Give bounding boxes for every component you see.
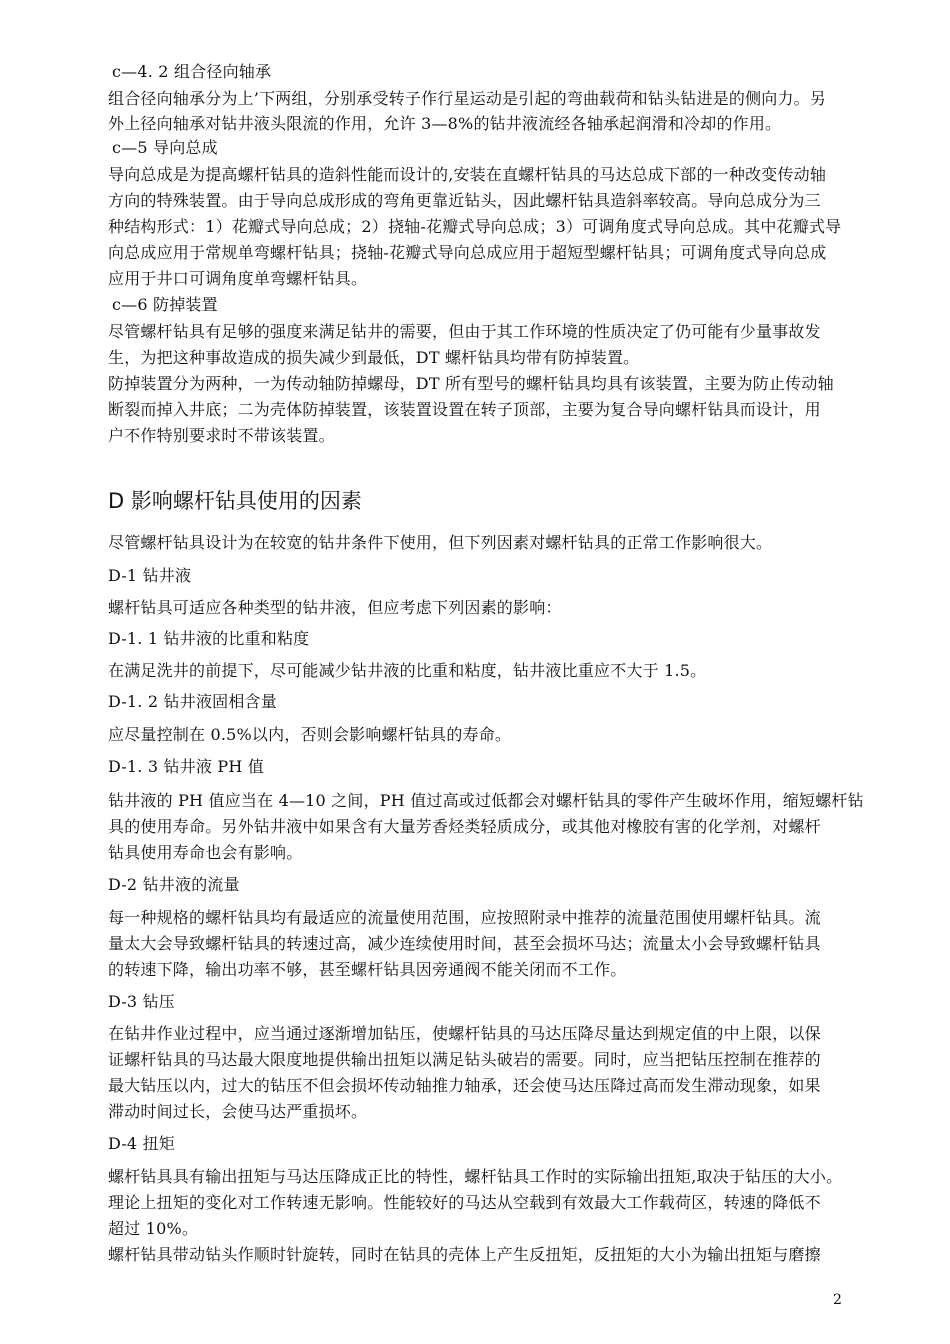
paragraph-line: 外上径向轴承对钻井液头限流的作用，允许 3—8%的钻井液流经各轴承起润滑和冷却的作用。 <box>108 114 782 133</box>
heading-c6: c—6 防掉装置 <box>112 295 218 314</box>
heading-c5: c—5 导向总成 <box>112 138 218 157</box>
paragraph-line: 具的使用寿命。另外钻井液中如果含有大量芳香烃类轻质成分，或其他对橡胶有害的化学剂，对螺杆 <box>108 817 821 836</box>
paragraph-line: 组合径向轴承分为上’下两组，分别承受转子作行星运动是引起的弯曲载荷和钻头钻进是的侧向力。另 <box>108 89 827 108</box>
heading-c4-2: c—4. 2 组合径向轴承 <box>112 62 272 81</box>
paragraph-line: 方向的特殊装置。由于导向总成形成的弯角更靠近钻头，因此螺杆钻具造斜率较高。导向总成分为三 <box>108 191 821 210</box>
paragraph-line: 导向总成是为提高螺杆钻具的造斜性能而设计的,安装在直螺杆钻具的马达总成下部的一种改变传动轴 <box>108 165 827 184</box>
paragraph-line: 在钻井作业过程中，应当通过逐渐增加钻压，使螺杆钻具的马达压降尽量达到规定值的中上限，以保 <box>108 1024 821 1043</box>
paragraph-line: 的转速下降，输出功率不够，甚至螺杆钻具因旁通阀不能关闭而不工作。 <box>108 960 627 979</box>
paragraph-line: 滞动时间过长，会使马达严重损坏。 <box>108 1102 368 1121</box>
heading-d4: D-4 扭矩 <box>108 1134 175 1153</box>
paragraph-line: 在满足洗井的前提下，尽可能减少钻井液的比重和粘度，钻井液比重应不大于 1.5。 <box>108 661 707 680</box>
paragraph-line: 向总成应用于常规单弯螺杆钻具；挠轴-花瓣式导向总成应用于超短型螺杆钻具；可调角度式导向总成 <box>108 243 827 262</box>
paragraph-line: 螺杆钻具可适应各种类型的钻井液，但应考虑下列因素的影响： <box>108 598 562 617</box>
paragraph-line: 防掉装置分为两种，一为传动轴防掉螺母，DT 所有型号的螺杆钻具均具有该装置，主要为防止传动轴 <box>108 374 834 393</box>
paragraph-line: 断裂而掉入井底；二为壳体防掉装置，该装置设置在转子顶部，主要为复合导向螺杆钻具而设计，用 <box>108 400 821 419</box>
page-number: 2 <box>833 1292 842 1308</box>
paragraph-line: 最大钻压以内，过大的钻压不但会损坏传动轴推力轴承，还会使马达压降过高而发生滞动现象，如果 <box>108 1076 821 1095</box>
paragraph-line: 钻具使用寿命也会有影响。 <box>108 843 303 862</box>
paragraph-line: 螺杆钻具具有输出扭矩与马达压降成正比的特性，螺杆钻具工作时的实际输出扭矩,取决于钻压的大小。 <box>108 1167 843 1186</box>
heading-d2: D-2 钻井液的流量 <box>108 875 240 894</box>
heading-d1-1: D-1. 1 钻井液的比重和粘度 <box>108 629 310 648</box>
section-d-title: D 影响螺杆钻具使用的因素 <box>108 489 362 513</box>
paragraph-line: 超过 10%。 <box>108 1219 199 1238</box>
heading-d1-3: D-1. 3 钻井液 PH 值 <box>108 757 265 776</box>
paragraph-line: 应用于井口可调角度单弯螺杆钻具。 <box>108 269 368 288</box>
heading-d1: D-1 钻井液 <box>108 566 192 585</box>
paragraph-line: 钻井液的 PH 值应当在 4—10 之间，PH 值过高或过低都会对螺杆钻具的零件产生破坏作用，缩短螺杆钻 <box>108 791 864 810</box>
paragraph-line: 应尽量控制在 0.5%以内，否则会影响螺杆钻具的寿命。 <box>108 725 512 744</box>
paragraph-line: 生，为把这种事故造成的损失减少到最低，DT 螺杆钻具均带有防掉装置。 <box>108 348 640 367</box>
paragraph-line: 证螺杆钻具的马达最大限度地提供输出扭矩以满足钻头破岩的需要。同时，应当把钻压控制在推荐的 <box>108 1050 821 1069</box>
section-d-intro: 尽管螺杆钻具设计为在较宽的钻井条件下使用，但下列因素对螺杆钻具的正常工作影响很大。 <box>108 533 773 552</box>
paragraph-line: 理论上扭矩的变化对工作转速无影响。性能较好的马达从空载到有效最大工作载荷区，转速的降低不 <box>108 1193 821 1212</box>
heading-d3: D-3 钻压 <box>108 992 175 1011</box>
paragraph-line: 量太大会导致螺杆钻具的转速过高，减少连续使用时间，甚至会损坏马达；流量太小会导致螺杆钻具 <box>108 934 821 953</box>
paragraph-line: 每一种规格的螺杆钻具均有最适应的流量使用范围，应按照附录中推荐的流量范围使用螺杆钻具。流 <box>108 908 821 927</box>
paragraph-line: 种结构形式：1）花瓣式导向总成；2）挠轴-花瓣式导向总成；3）可调角度式导向总成。其中花瓣式导 <box>108 217 842 236</box>
paragraph-line: 螺杆钻具带动钻头作顺时针旋转，同时在钻具的壳体上产生反扭矩，反扭矩的大小为输出扭矩与磨擦 <box>108 1245 821 1264</box>
heading-d1-2: D-1. 2 钻井液固相含量 <box>108 692 277 711</box>
paragraph-line: 尽管螺杆钻具有足够的强度来满足钻井的需要，但由于其工作环境的性质决定了仍可能有少量事故发 <box>108 322 821 341</box>
paragraph-line: 户不作特别要求时不带该装置。 <box>108 426 335 445</box>
